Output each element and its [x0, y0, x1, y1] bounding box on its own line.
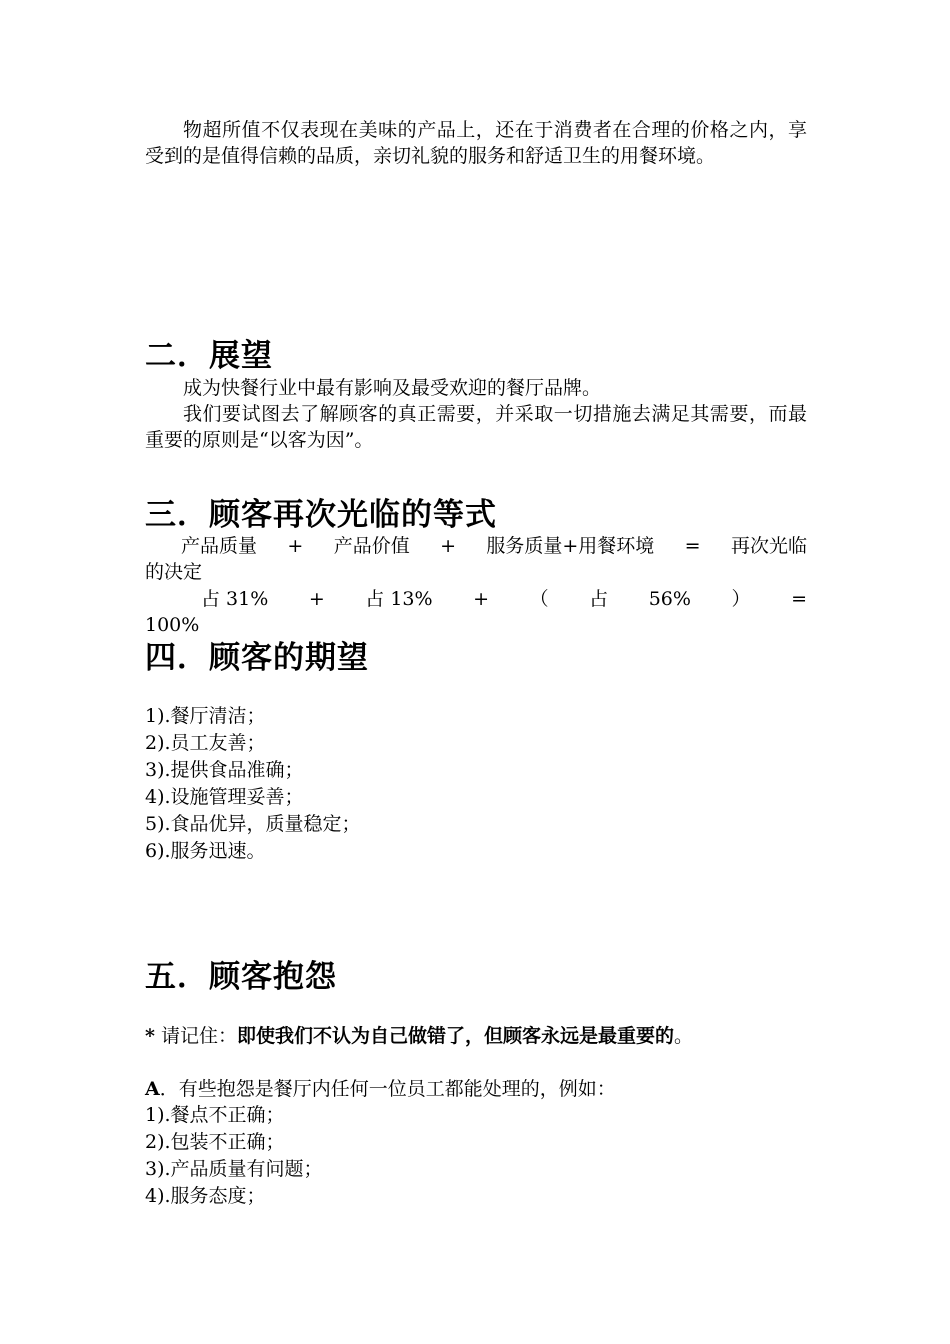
eq-term: 产品质量 — [181, 535, 258, 557]
note-emphasis: 即使我们不认为自己做错了，但顾客永远是最重要的 — [236, 1025, 674, 1047]
complaints-list — [145, 1102, 323, 1210]
complaint-a-intro — [145, 1076, 807, 1102]
eq-operator: = — [791, 588, 807, 610]
expectations-list — [145, 703, 361, 865]
eq-term: 服务质量+用餐环境 — [486, 535, 655, 557]
eq-term: 占 31% — [201, 588, 269, 610]
eq-term: 产品价值 — [333, 535, 410, 557]
eq-operator: = — [684, 535, 701, 557]
list-item: 1).餐厅清洁； — [145, 705, 266, 727]
note-label: 请记住： — [154, 1025, 237, 1047]
list-item: 1).餐点不正确； — [145, 1104, 285, 1126]
eq-operator: + — [440, 535, 456, 557]
eq-term: 56% — [648, 588, 691, 610]
intro-paragraph: 物超所值不仅表现在美味的产品上，还在于消费者在合理的价格之内，享受到的是值得信赖的品质，亲切礼貌的服务和舒适卫生的用餐环境。 — [145, 119, 807, 167]
eq-paren: ） — [731, 588, 751, 610]
equation-row-1-cont: 的决定 — [145, 561, 203, 583]
reminder-note — [145, 1023, 807, 1049]
list-item: 4).服务态度； — [145, 1185, 266, 1207]
list-item: 3).产品质量有问题； — [145, 1158, 323, 1180]
eq-operator: + — [287, 535, 304, 557]
eq-operator: + — [473, 588, 490, 610]
item-a-label: A — [145, 1078, 160, 1100]
eq-paren: （ — [529, 588, 549, 610]
section-2-para-2: 我们要试图去了解顾客的真正需要，并采取一切措施去满足其需要，而最重要的原则是“以客为因”。 — [145, 403, 807, 451]
list-item: 2).员工友善； — [145, 732, 266, 754]
eq-term: 占 13% — [365, 588, 433, 610]
equation-row-1 — [145, 533, 807, 559]
equation-row-2-cont: 100% — [145, 614, 200, 636]
list-item: 5).食品优异，质量稳定； — [145, 813, 361, 835]
list-item: 4).设施管理妥善； — [145, 786, 304, 808]
list-item: 3).提供食品准确； — [145, 759, 304, 781]
eq-term: 再次光临 — [730, 535, 807, 557]
section-2-heading: 二．展望 — [145, 338, 273, 374]
section-5-heading: 五．顾客抱怨 — [145, 959, 337, 995]
eq-term: 占 — [589, 588, 609, 610]
section-4-heading: 四．顾客的期望 — [145, 640, 369, 676]
item-a-text: ．有些抱怨是餐厅内任何一位员工都能处理的，例如： — [159, 1078, 616, 1100]
section-3-heading: 三．顾客再次光临的等式 — [145, 497, 497, 533]
note-end: 。 — [674, 1025, 694, 1047]
equation-row-2 — [145, 586, 807, 612]
eq-operator: + — [308, 588, 325, 610]
section-2-para-1: 成为快餐行业中最有影响及最受欢迎的餐厅品牌。 — [183, 377, 602, 399]
note-star: * — [145, 1025, 155, 1047]
list-item: 2).包装不正确； — [145, 1131, 285, 1153]
list-item: 6).服务迅速。 — [145, 840, 266, 862]
